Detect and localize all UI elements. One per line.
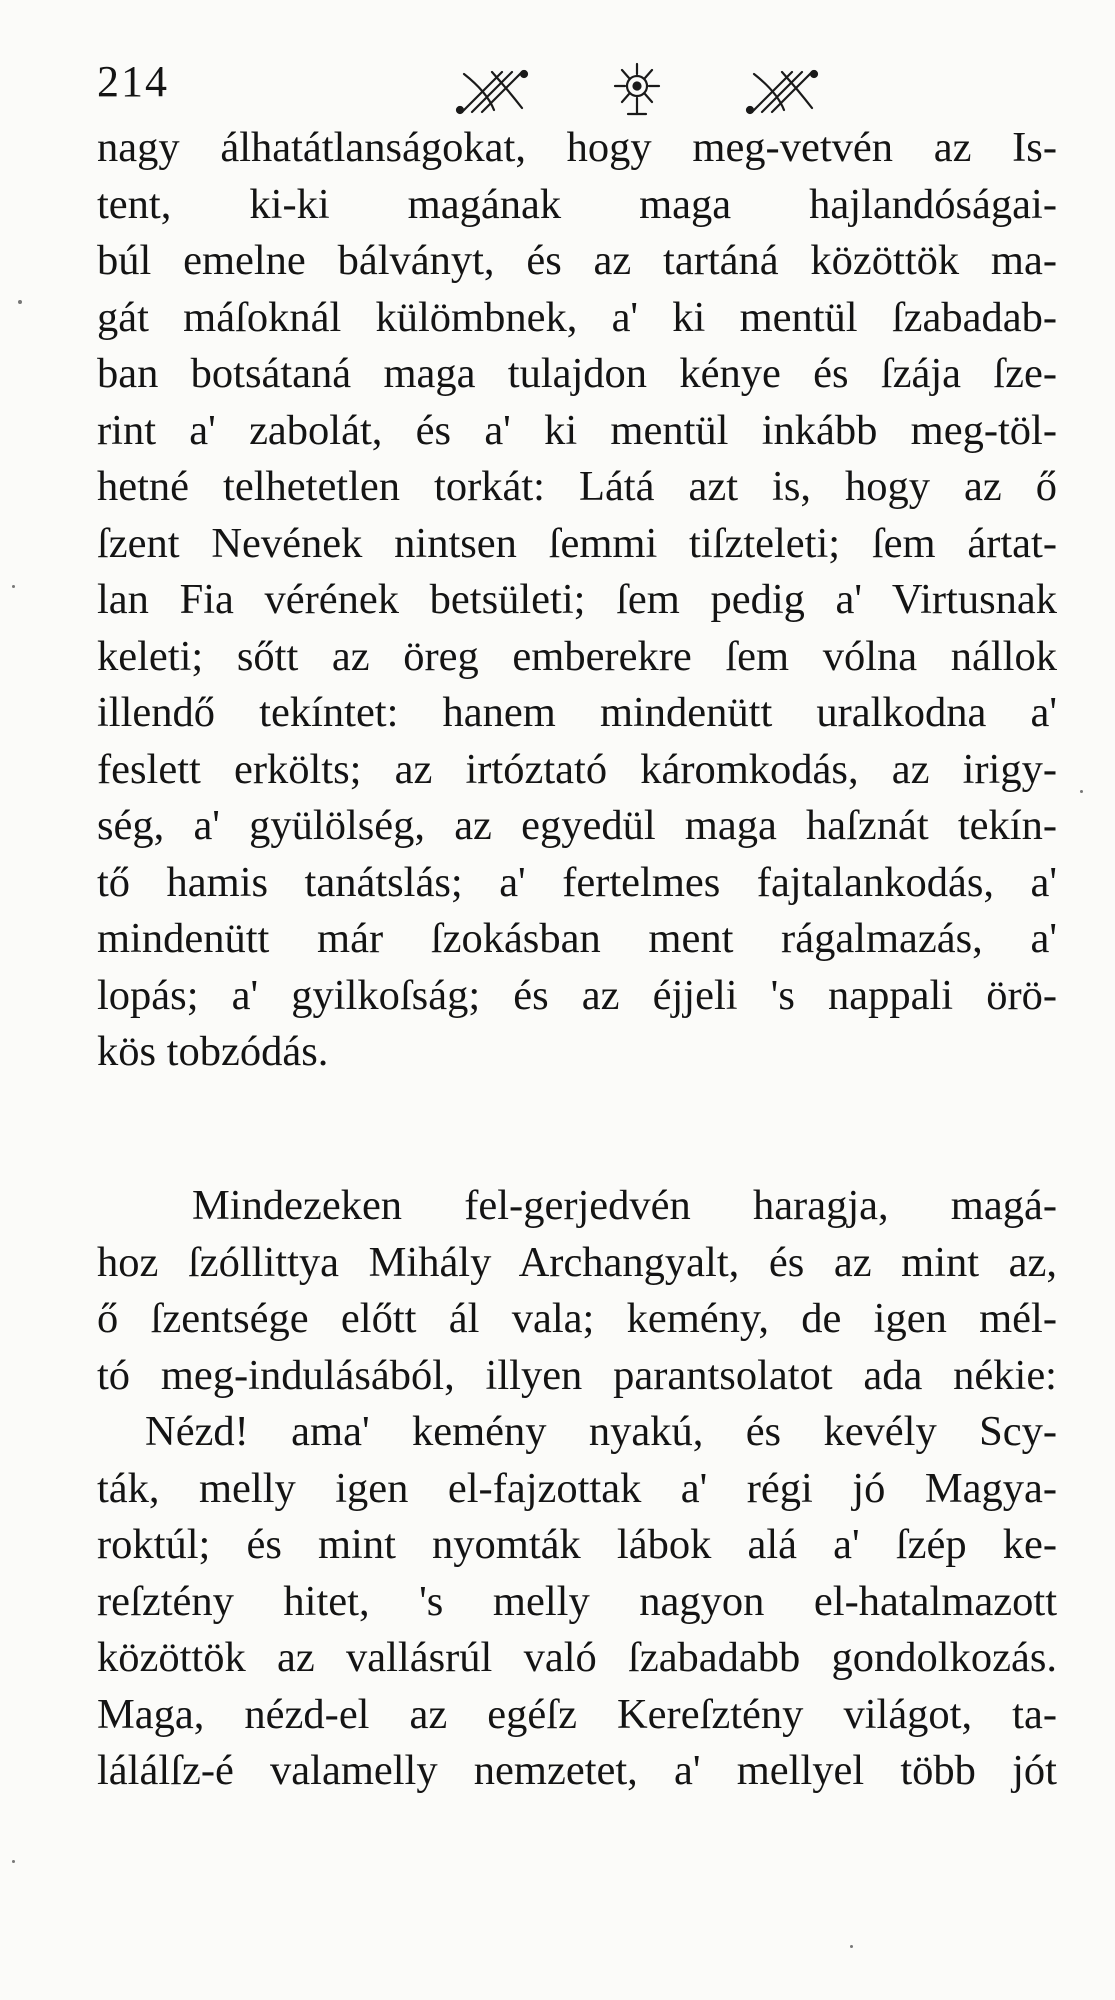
- text-line: nagy álhatátlanságokat, hogy meg-vetvén az Is-: [97, 124, 1057, 171]
- text-line: lopás; a' gyilkoſság; és az éjjeli 's nappali örö-: [97, 971, 1057, 1019]
- text-line: rint a' zabolát, és a' ki mentül inkább meg-töl-: [97, 406, 1057, 454]
- text-line: ő ſzentsége előtt ál vala; kemény, de igen mél-: [97, 1295, 1057, 1342]
- text-line: lan Fia vérének betsületi; ſem pedig a' Virtusnak: [97, 576, 1057, 623]
- text-line: keleti; sőtt az öreg emberekre ſem vólna nállok: [97, 632, 1057, 680]
- decorative-ornament-icon: [442, 60, 832, 120]
- text-line: tő hamis tanátslás; a' fertelmes fajtalankodás, a': [97, 858, 1057, 906]
- text-line: mindenütt már ſzokásban ment rágalmazás, a': [97, 915, 1057, 962]
- paper-speck: [18, 300, 22, 304]
- paragraph-1: [97, 120, 1057, 1081]
- text-line: tó meg-indulásából, illyen parantsolatot ada nékie:: [97, 1351, 1057, 1399]
- paragraph-2: [97, 1178, 1057, 1800]
- text-line: tent, ki-ki magának maga hajlandóságai-: [97, 180, 1057, 228]
- text-line: hoz ſzóllittya Mihály Archangyalt, és az mint az,: [97, 1238, 1057, 1286]
- paper-speck: [12, 585, 15, 588]
- text-line: közöttök az vallásrúl való ſzabadabb gondolkozás.: [97, 1634, 1057, 1681]
- text-line: búl emelne bálványt, és az tartáná közöttök ma-: [97, 237, 1057, 284]
- text-line: lálálſz-é valamelly nemzetet, a' mellyel több jót: [97, 1747, 1057, 1794]
- text-line: ták, melly igen el-fajzottak a' régi jó Magya-: [97, 1464, 1057, 1512]
- text-line: reſztény hitet, 's melly nagyon el-hatalmazott: [97, 1577, 1057, 1625]
- paper-speck: [1080, 790, 1083, 793]
- text-line: ség, a' gyülölség, az egyedül maga haſznát tekín-: [97, 802, 1057, 849]
- text-line: ſzent Nevének nintsen ſemmi tiſzteleti; ſem ártat-: [97, 519, 1057, 567]
- page-header: [97, 56, 1057, 126]
- text-line: hetné telhetetlen torkát: Látá azt is, hogy az ő: [97, 463, 1057, 510]
- text-line: feslett erkölts; az irtóztató káromkodás, az irigy-: [97, 745, 1057, 793]
- text-line: illendő tekíntet: hanem mindenütt uralkodna a': [97, 689, 1057, 736]
- text-line: gát máſoknál külömbnek, a' ki mentül ſzabadab-: [97, 293, 1057, 341]
- text-line: kös tobzódás.: [97, 1028, 329, 1075]
- paper-speck: [12, 1860, 15, 1863]
- page-number: 214: [97, 57, 169, 106]
- paper-speck: [850, 1945, 853, 1948]
- text-line: Nézd! ama' kemény nyakú, és kevély Scy-: [145, 1408, 1057, 1455]
- text-line: roktúl; és mint nyomták lábok alá a' ſzép ke-: [97, 1521, 1057, 1568]
- text-line: ban botsátaná maga tulajdon kénye és ſzája ſze-: [97, 350, 1057, 397]
- text-line: Maga, nézd-el az egéſz Kereſztény világot, ta-: [97, 1690, 1057, 1738]
- text-line: Mindezeken fel-gerjedvén haragja, magá-: [192, 1182, 1057, 1229]
